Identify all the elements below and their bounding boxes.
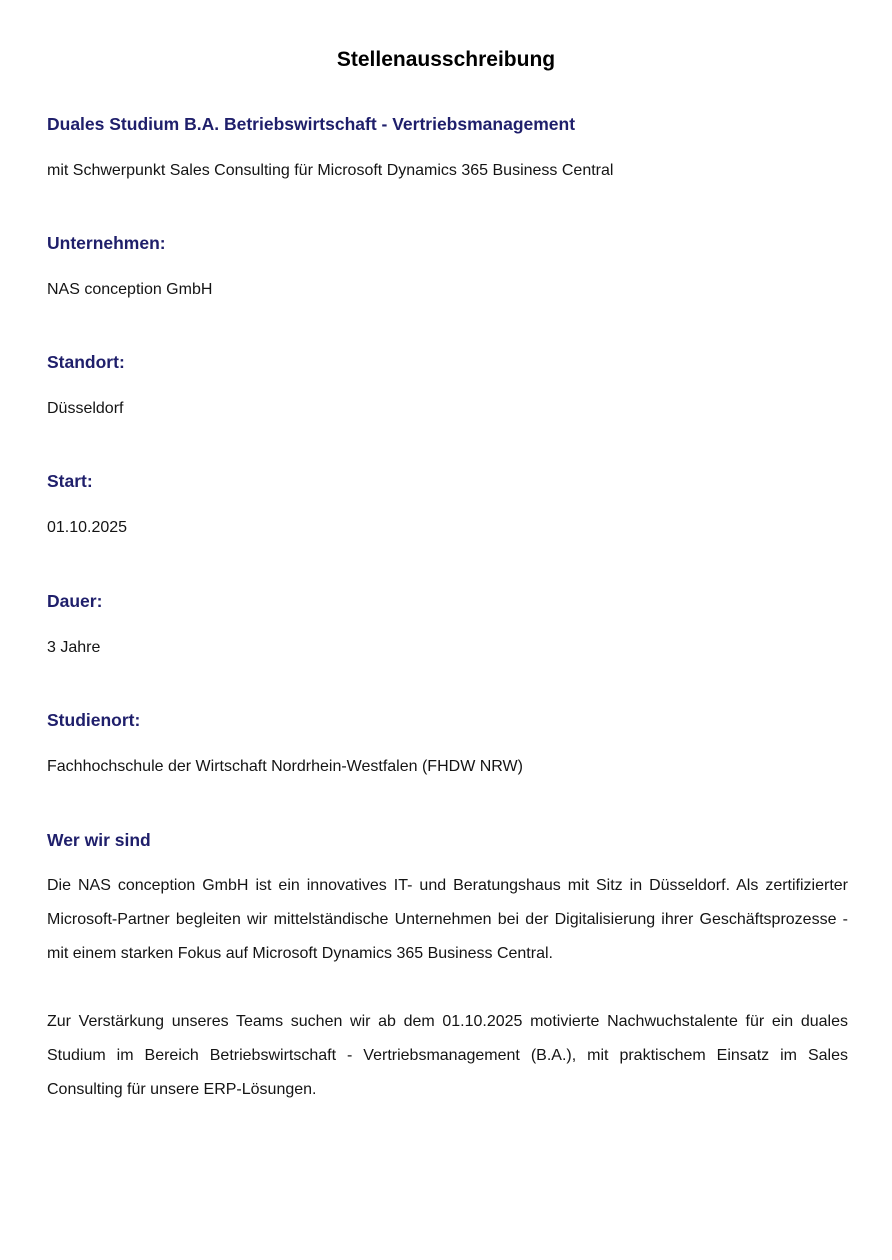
start-value: 01.10.2025: [47, 519, 128, 536]
about-heading: Wer wir sind: [47, 830, 151, 850]
document-title: Stellenausschreibung: [336, 48, 556, 71]
position-subtitle: mit Schwerpunkt Sales Consulting für Microsoft Dynamics 365 Business Central: [47, 162, 614, 179]
location-value: Düsseldorf: [47, 400, 124, 417]
location-heading: Standort:: [47, 352, 125, 372]
duration-heading: Dauer:: [47, 591, 103, 611]
company-value: NAS conception GmbH: [47, 281, 213, 298]
duration-value: 3 Jahre: [47, 639, 101, 656]
start-heading: Start:: [47, 471, 93, 491]
about-paragraph-1: Die NAS conception GmbH ist ein innovatives IT- und Beratungshaus mit Sitz in Düsseldorf. Als zertifizierter Microsoft-Partner begleiten wir mittelständische Unternehmen bei der Digitalisierung ihrer Geschäftsprozesse - mit einem starken Fokus auf Microsoft Dynamics 365 Business Central.: [47, 877, 848, 962]
company-heading: Unternehmen:: [47, 233, 166, 253]
about-paragraph-2: Zur Verstärkung unseres Teams suchen wir ab dem 01.10.2025 motivierte Nachwuchstalente für ein duales Studium im Bereich Betriebswirtschaft - Vertriebsmanagement (B.A.), mit praktischem Einsatz im Sales Consulting für unsere ERP-Lösungen.: [47, 1013, 848, 1098]
position-title: Duales Studium B.A. Betriebswirtschaft - Vertriebsmanagement: [47, 114, 576, 134]
study-location-value: Fachhochschule der Wirtschaft Nordrhein-Westfalen (FHDW NRW): [47, 758, 523, 775]
study-location-heading: Studienort:: [47, 710, 141, 730]
